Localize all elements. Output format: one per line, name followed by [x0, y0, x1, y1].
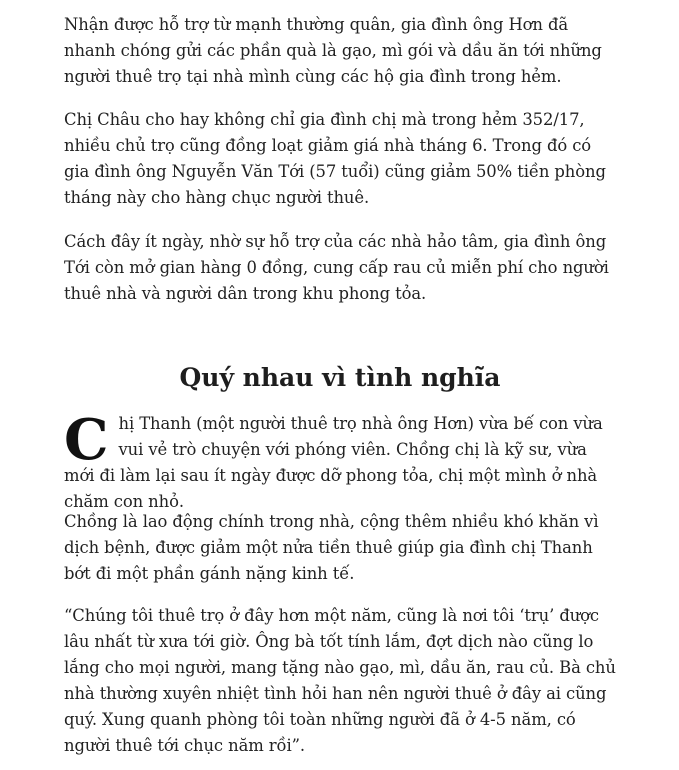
- section-heading: Quý nhau vì tình nghĩa: [179, 363, 501, 392]
- paragraph-3: Cách đây ít ngày, nhờ sự hỗ trợ của các nhà hảo tâm, gia đình ông Tới còn mở gian hàng 0 đồng, cung cấp rau củ miễn phí cho người thuê nhà và người dân trong khu phong tỏa.: [64, 232, 609, 303]
- paragraph-2: Chị Châu cho hay không chỉ gia đình chị mà trong hẻm 352/17, nhiều chủ trọ cũng đồng loạt giảm giá nhà tháng 6. Trong đó có gia đình ông Nguyễn Văn Tới (57 tuổi) cũng giảm 50% tiền phòng tháng này cho hàng chục người thuê.: [64, 110, 606, 207]
- paragraph-1: Nhận được hỗ trợ từ mạnh thường quân, gia đình ông Hơn đã nhanh chóng gửi các phần quà là gạo, mì gói và dầu ăn tới những người thuê trọ tại nhà mình cùng các hộ gia đình trong hẻm.: [64, 15, 602, 86]
- drop-cap: C: [64, 407, 109, 473]
- paragraph-4: [64, 407, 616, 515]
- paragraph-4-text: hị Thanh (một người thuê trọ nhà ông Hơn) vừa bế con vừa vui vẻ trò chuyện với phóng viên. Chồng chị là kỹ sư, vừa mới đi làm lại sau ít ngày được dỡ phong tỏa, chị một mình ở nhà chăm con nhỏ.: [64, 414, 603, 511]
- quote-paragraph: “Chúng tôi thuê trọ ở đây hơn một năm, cũng là nơi tôi ‘trụ’ được lâu nhất từ xưa tới giờ. Ông bà tốt tính lắm, đợt dịch nào cũng lo lắng cho mọi người, mang tặng nào gạo, mì, dầu ăn, rau củ. Bà chủ nhà thường xuyên nhiệt tình hỏi han nên người thuê ở đây ai cũng quý. Xung quanh phòng tôi toàn những người đã ở 4-5 năm, có người thuê tới chục năm rồi”.: [64, 606, 616, 755]
- paragraph-5: Chồng là lao động chính trong nhà, cộng thêm nhiều khó khăn vì dịch bệnh, được giảm một nửa tiền thuê giúp gia đình chị Thanh bớt đi một phần gánh nặng kinh tế.: [64, 512, 599, 583]
